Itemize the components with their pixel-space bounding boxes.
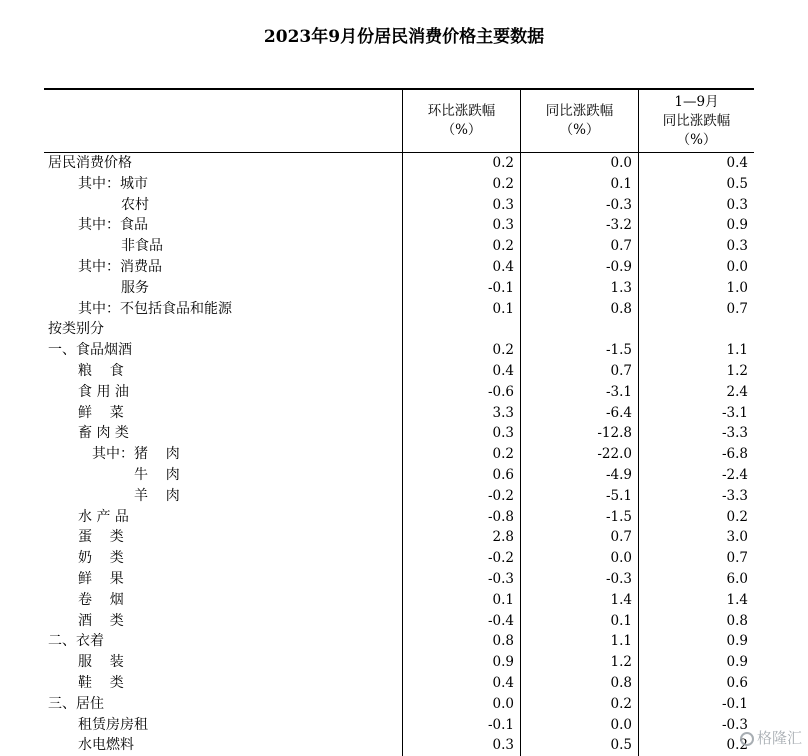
table-row: [44, 590, 754, 611]
cell-mom: 0.1: [492, 591, 514, 608]
cell-mom: -0.2: [487, 487, 514, 504]
cell-yoy: -3.1: [605, 383, 632, 400]
cell-yoy: -0.9: [605, 258, 632, 275]
cell-yoy: -4.9: [605, 466, 632, 483]
cell-mom: 3.3: [492, 404, 514, 421]
cell-mom: 0.2: [492, 155, 514, 171]
row-label: 水电燃料: [78, 737, 134, 754]
watermark-logo-icon: [740, 732, 754, 746]
cell-yoy: 0.0: [610, 550, 632, 567]
table-row: [44, 340, 754, 361]
cell-yoy: 1.2: [610, 654, 632, 671]
table-row: [44, 631, 754, 652]
cell-ytd: 0.7: [726, 300, 748, 317]
row-label: 水 产 品: [78, 508, 129, 525]
cell-yoy: 0.8: [610, 300, 632, 317]
row-label: 蛋 类: [78, 529, 124, 546]
table-row: [44, 215, 754, 236]
table-row: [44, 611, 754, 632]
row-label: 酒 类: [78, 612, 124, 629]
cell-ytd: 3.0: [726, 529, 748, 546]
cell-mom: -0.2: [487, 550, 514, 567]
row-label: 服 装: [78, 654, 124, 671]
header-mom: [402, 90, 520, 152]
cell-ytd: 0.3: [726, 196, 748, 213]
row-label: 二、衣着: [48, 633, 104, 650]
table-row: [44, 548, 754, 569]
table-header: [44, 90, 754, 153]
cell-mom: 0.0: [492, 695, 514, 712]
cell-mom: 0.3: [492, 217, 514, 234]
table-row: [44, 403, 754, 424]
cell-yoy: 0.5: [610, 737, 632, 754]
header-yoy-line1: 同比涨跌幅: [545, 103, 614, 119]
table-row: [44, 195, 754, 216]
cell-yoy: -1.5: [605, 342, 632, 359]
cell-yoy: 0.0: [610, 155, 632, 171]
cell-yoy: 0.1: [610, 175, 632, 192]
header-mom-line1: 环比涨跌幅: [427, 103, 496, 119]
table-row: [44, 694, 754, 715]
table-row: [44, 278, 754, 299]
watermark-text: 格隆汇: [756, 729, 802, 747]
table-row: [44, 507, 754, 528]
cell-yoy: -12.8: [597, 425, 632, 442]
row-label: 鲜 菜: [78, 404, 124, 421]
table-row: [44, 569, 754, 590]
table-row: [44, 465, 754, 486]
cell-yoy: 0.0: [610, 716, 632, 733]
cell-ytd: 0.2: [726, 508, 748, 525]
table-row: [44, 652, 754, 673]
cell-mom: 0.9: [492, 654, 514, 671]
cell-ytd: 1.4: [726, 591, 748, 608]
cell-ytd: 0.9: [726, 633, 748, 650]
cell-ytd: 1.1: [726, 342, 748, 359]
table-row: [44, 153, 754, 174]
table-row: [44, 174, 754, 195]
row-label: 卷 烟: [78, 591, 124, 608]
cell-mom: 0.3: [492, 425, 514, 442]
cell-ytd: 0.3: [726, 238, 748, 255]
row-label: 居民消费价格: [48, 155, 132, 171]
cell-yoy: 0.7: [610, 529, 632, 546]
row-label: 其中：不包括食品和能源: [78, 300, 232, 317]
cell-mom: 0.1: [492, 300, 514, 317]
cell-ytd: -3.3: [721, 487, 748, 504]
cell-yoy: -22.0: [597, 446, 632, 463]
row-label: 羊 肉: [134, 487, 180, 504]
row-label: 服务: [121, 279, 149, 296]
cell-mom: 0.4: [492, 258, 514, 275]
cell-ytd: 0.9: [726, 217, 748, 234]
row-label: 三、居住: [48, 695, 104, 712]
cell-mom: 0.3: [492, 196, 514, 213]
table-row: [44, 715, 754, 736]
cell-mom: -0.8: [487, 508, 514, 525]
watermark: [740, 727, 802, 748]
cell-ytd: 0.6: [726, 674, 748, 691]
cell-ytd: 1.2: [726, 362, 748, 379]
table-row: [44, 361, 754, 382]
header-mom-line2: （%）: [441, 122, 482, 138]
row-label: 一、食品烟酒: [48, 342, 132, 359]
cell-mom: 0.2: [492, 446, 514, 463]
cell-mom: -0.1: [487, 716, 514, 733]
table-row: [44, 673, 754, 694]
cell-yoy: 0.8: [610, 674, 632, 691]
cell-mom: 0.3: [492, 737, 514, 754]
cell-ytd: 0.0: [726, 258, 748, 275]
cell-yoy: 0.1: [610, 612, 632, 629]
table-row: [44, 236, 754, 257]
cell-ytd: -6.8: [721, 446, 748, 463]
header-ytd: [638, 90, 754, 152]
cell-yoy: 1.3: [610, 279, 632, 296]
table-row: [44, 735, 754, 756]
cell-ytd: -0.1: [721, 695, 748, 712]
cell-yoy: -6.4: [605, 404, 632, 421]
cell-ytd: 2.4: [726, 383, 748, 400]
page-title: 2023年9月份居民消费价格主要数据: [263, 27, 545, 47]
table-row: [44, 257, 754, 278]
cell-mom: 0.6: [492, 466, 514, 483]
header-ytd-line2: 同比涨跌幅: [662, 113, 731, 129]
cell-ytd: -2.4: [721, 466, 748, 483]
row-label: 租赁房房租: [78, 716, 148, 733]
cell-mom: 0.4: [492, 674, 514, 691]
cell-ytd: 0.7: [726, 550, 748, 567]
cell-mom: 0.2: [492, 238, 514, 255]
row-label: 农村: [121, 196, 149, 213]
header-yoy: [520, 90, 638, 152]
table-row: [44, 319, 754, 340]
row-label: 其中：城市: [78, 175, 148, 192]
cell-ytd: -3.1: [721, 404, 748, 421]
row-label: 非食品: [121, 238, 163, 255]
cell-mom: 0.8: [492, 633, 514, 650]
cell-yoy: -5.1: [605, 487, 632, 504]
table-row: [44, 527, 754, 548]
row-label: 其中：食品: [78, 217, 148, 234]
row-label: 食 用 油: [78, 383, 129, 400]
cell-mom: 0.4: [492, 362, 514, 379]
cell-mom: -0.1: [487, 279, 514, 296]
cell-mom: 0.2: [492, 175, 514, 192]
cell-mom: 0.2: [492, 342, 514, 359]
table-row: [44, 444, 754, 465]
data-table: [44, 88, 754, 756]
row-label: 畜 肉 类: [78, 425, 129, 442]
row-label: 奶 类: [78, 550, 124, 567]
cell-ytd: 0.9: [726, 654, 748, 671]
cell-yoy: [520, 319, 638, 340]
row-label: 粮 食: [78, 362, 124, 379]
cell-yoy: 0.7: [610, 362, 632, 379]
cell-ytd: 6.0: [726, 570, 748, 587]
cell-ytd: -0.3: [721, 716, 748, 733]
row-label: 牛 肉: [134, 466, 180, 483]
row-label: 其中：猪 肉: [92, 446, 180, 463]
table-row: [44, 423, 754, 444]
cell-mom: -0.4: [487, 612, 514, 629]
row-label: 鞋 类: [78, 674, 124, 691]
cell-mom: [402, 319, 520, 340]
cell-yoy: -0.3: [605, 570, 632, 587]
row-label: 其中：消费品: [78, 258, 162, 275]
cell-yoy: -0.3: [605, 196, 632, 213]
table-row: [44, 382, 754, 403]
cell-mom: -0.3: [487, 570, 514, 587]
table-row: [44, 299, 754, 320]
header-ytd-line1: 1—9月: [674, 94, 719, 110]
cell-ytd: 0.5: [726, 175, 748, 192]
table-row: [44, 486, 754, 507]
cell-mom: 2.8: [492, 529, 514, 546]
cell-yoy: 0.7: [610, 238, 632, 255]
cell-ytd: -3.3: [721, 425, 748, 442]
cell-ytd: 0.2: [726, 737, 748, 754]
cell-yoy: 1.1: [610, 633, 632, 650]
header-ytd-line3: （%）: [676, 132, 717, 148]
row-label: 鲜 果: [78, 570, 124, 587]
cell-ytd: [638, 319, 754, 340]
cell-yoy: -3.2: [605, 217, 632, 234]
cell-yoy: 0.2: [610, 695, 632, 712]
cell-yoy: -1.5: [605, 508, 632, 525]
header-yoy-line2: （%）: [559, 122, 600, 138]
table-body: [44, 153, 754, 756]
cell-ytd: 0.8: [726, 612, 748, 629]
cell-mom: -0.6: [487, 383, 514, 400]
row-label: 按类别分: [48, 321, 104, 338]
cell-yoy: 1.4: [610, 591, 632, 608]
cell-ytd: 0.4: [726, 155, 748, 171]
cell-ytd: 1.0: [726, 279, 748, 296]
